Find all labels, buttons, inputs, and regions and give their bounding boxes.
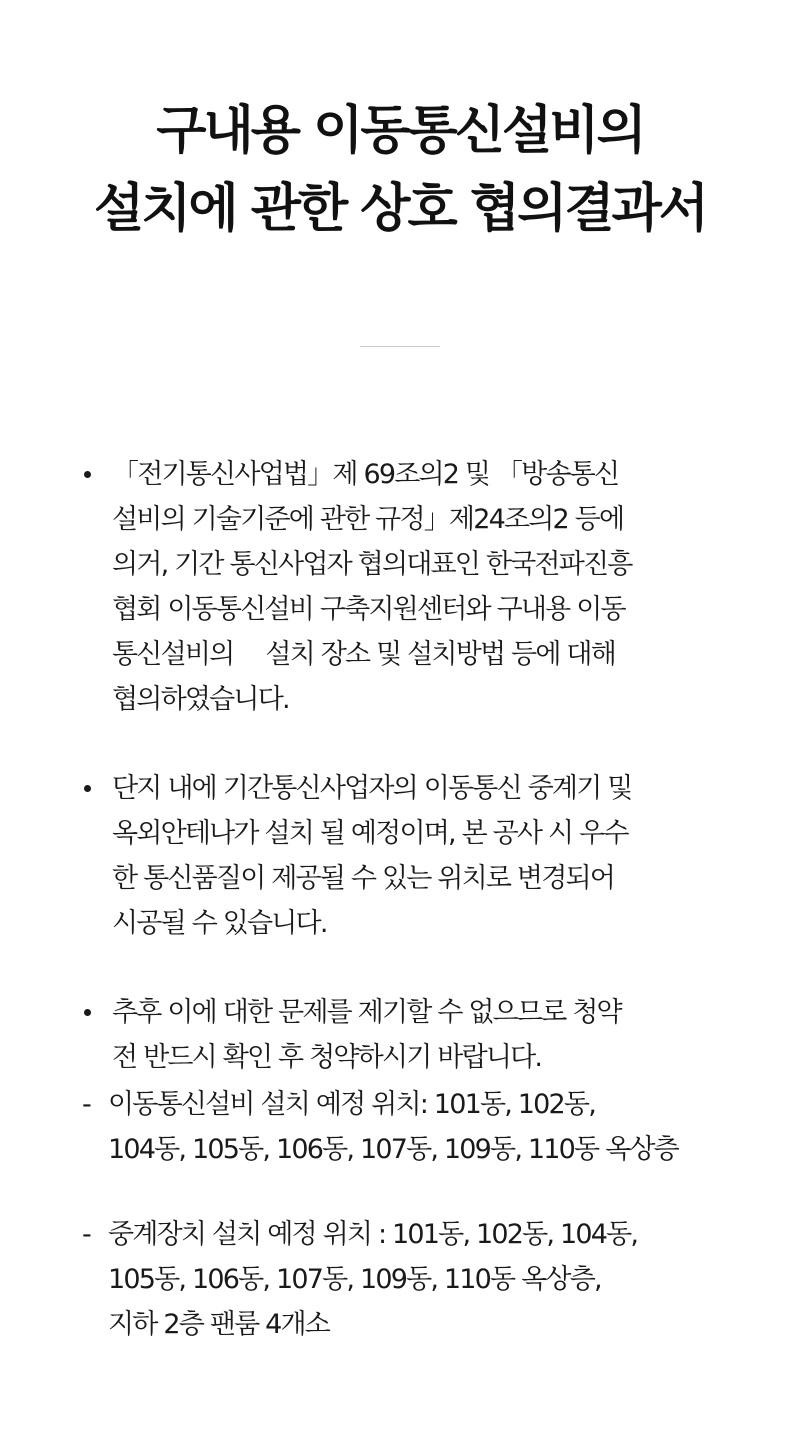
bullet-text — [112, 990, 720, 1080]
bullet-line: 전 반드시 확인 후 청약하시기 바랍니다. — [112, 1042, 542, 1073]
location-text — [108, 1082, 740, 1172]
title-line: 구내용 이동통신설비의 — [156, 101, 644, 161]
bullet-line: 시공될 수 있습니다. — [112, 908, 327, 939]
bullet-list — [80, 452, 720, 1124]
location-line: 104동, 105동, 106동, 107동, 109동, 110동 옥상층 — [108, 1134, 678, 1165]
dash-marker: - — [82, 1219, 90, 1250]
bullet-text — [112, 766, 720, 946]
bullet-line: 협회 이동통신설비 구축지원센터와 구내용 이동 — [112, 594, 625, 625]
bullet-line: 「전기통신사업법」제 69조의2 및 「방송통신 — [112, 459, 619, 490]
bullet-dot-icon — [84, 785, 91, 792]
bullet-line: 한 통신품질이 제공될 수 있는 위치로 변경되어 — [112, 863, 615, 894]
bullet-line: 설비의 기술기준에 관한 규정」제24조의2 등에 — [112, 504, 624, 535]
bullet-item-installation-notice — [80, 766, 720, 946]
dash-marker: - — [82, 1089, 90, 1120]
location-line: 105동, 106동, 107동, 109동, 110동 옥상층, — [108, 1264, 601, 1295]
location-line: 지하 2층 팬룸 4개소 — [108, 1309, 330, 1340]
bullet-line: 추후 이에 대한 문제를 제기할 수 없으므로 청약 — [112, 997, 621, 1028]
location-text — [108, 1212, 740, 1347]
location-line: 중계장치 설치 예정 위치 : 101동, 102동, 104동, — [108, 1219, 638, 1250]
bullet-item-legal-basis — [80, 452, 720, 722]
bullet-line: 통신설비의 설치 장소 및 설치방법 등에 대해 — [112, 639, 615, 670]
bullet-line: 의거, 기간 통신사업자 협의대표인 한국전파진흥 — [112, 549, 632, 580]
location-list — [80, 1082, 740, 1387]
bullet-dot-icon — [84, 471, 91, 478]
location-line: 이동통신설비 설치 예정 위치: 101동, 102동, — [108, 1089, 595, 1120]
location-item-telecom-equipment — [80, 1082, 740, 1172]
bullet-line: 단지 내에 기간통신사업자의 이동통신 중계기 및 — [112, 773, 632, 804]
title-divider — [360, 346, 440, 347]
bullet-dot-icon — [84, 1009, 91, 1016]
title-line: 설치에 관한 상호 협의결과서 — [93, 179, 707, 239]
bullet-text — [112, 452, 720, 722]
page-title — [0, 92, 800, 248]
location-item-repeater — [80, 1212, 740, 1347]
bullet-line: 옥외안테나가 설치 될 예정이며, 본 공사 시 우수 — [112, 818, 628, 849]
bullet-line: 협의하였습니다. — [112, 684, 289, 715]
bullet-item-confirm-notice — [80, 990, 720, 1080]
